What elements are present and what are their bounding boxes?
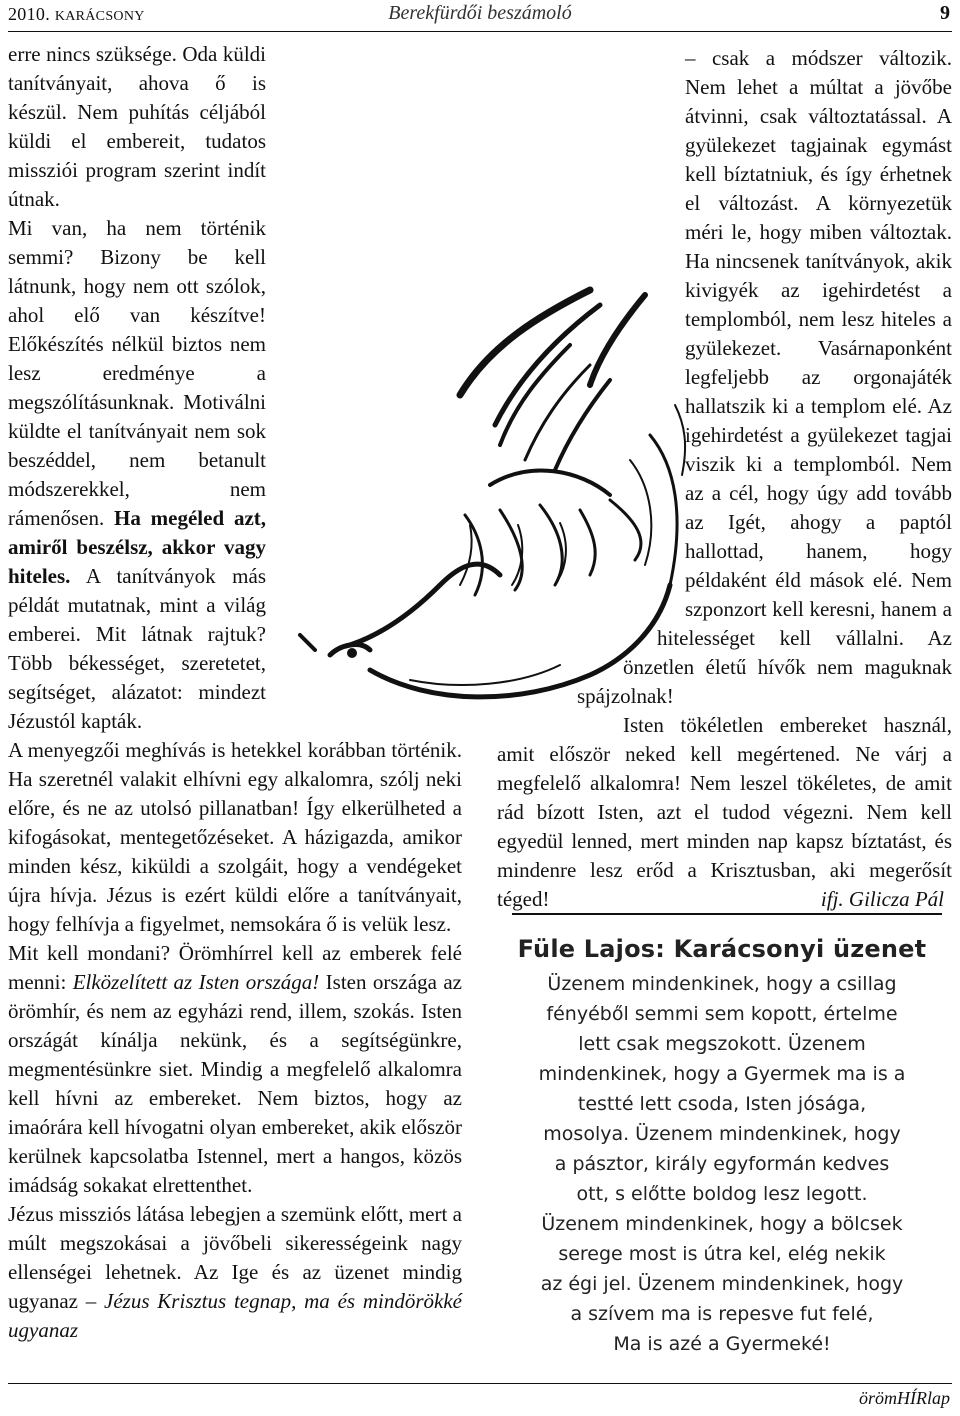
right-column [497, 44, 952, 914]
left-paragraph-5-start: Jézus missziós látása lebegjen a szemünk előtt, mert a múlt megszokásai a jövőbeli sikerességeink nagy ellenségei lehetnek. Az Ige és az üzenet mindig ugyanaz – [8, 1202, 462, 1313]
author-signature: ifj. Gilicza Pál [820, 887, 944, 911]
poem-line: lett csak megszokott. Üzenem [578, 1033, 866, 1055]
right-paragraph-2-text: Isten tökéletlen embereket használ, amit először neked kell megértened. Ne várj a megfelelő alkalomra! Nem leszel tökéletes, de amit rád bízott Isten, azt el tudod végezni. Nem kell egyedül lenned, mert minden nap kapsz bíztatást, és mindenre lesz erőd a Krisztusban, aki megerősít téged! [497, 713, 952, 911]
poem-line: Ma is azé a Gyermeké! [613, 1333, 831, 1355]
page-number: 9 [940, 2, 950, 24]
text-wrap-spacer [266, 270, 462, 690]
right-paragraph-2 [497, 711, 952, 914]
left-paragraph-4 [8, 939, 462, 1200]
poem-body [512, 969, 932, 1359]
poem-box [512, 935, 932, 1359]
poem-line: mosolya. Üzenem mindenkinek, hogy [543, 1123, 901, 1145]
poem-line: testté lett csoda, Isten jósága, [577, 1093, 867, 1115]
left-paragraph-4-italic: Elközelített az Isten országa! [72, 970, 320, 994]
poem-line: a pásztor, király egyformán kedves [554, 1153, 890, 1175]
section-separator [512, 913, 942, 915]
text-wrap-spacer-right-4 [497, 672, 577, 701]
left-paragraph-3: A menyegzői meghívás is hetekkel korábban történik. Ha szeretnél valakit elhívni egy alkalomra, szólj neki előre, és ne az utolsó pillanatban! Így elkerülheted a kifogásokat, mentegetőzéseket. A házigazda, amikor minden kész, kiküldi a szolgáit, hogy a vendégeket újra hívja. Jézus is ezért küldi előre a tanítványait, hogy felhívja a figyelmet, nemsokára ő is velük lesz. [8, 738, 462, 936]
left-paragraph-2-text: Mi van, ha nem történik semmi? Bizony be kell látnunk, hogy nem ott szólok, ahol elő van készítve! Előkészítés nélkül biztos nem lesz eredménye a megszólításunknak. Motiválni küldte el tanítványait nem sok beszéddel, nem betanult módszerekkel, nem rámenősen. [8, 216, 266, 530]
text-wrap-spacer-right [497, 274, 685, 614]
header-rule [8, 31, 952, 32]
poem-line: fényéből semmi sem kopott, értelme [546, 1003, 898, 1025]
section-title: Berekfürdői beszámoló [388, 2, 572, 24]
issue-season: KARÁCSONY [54, 9, 145, 24]
left-column [8, 40, 462, 1345]
poem-line: Üzenem mindenkinek, hogy a csillag [547, 973, 897, 995]
right-paragraph-1: – csak a módszer változik. Nem lehet a múltat a jövőbe átvinni, csak változtatással. A gyülekezet tagjainak egymást kell bíztatniuk, és így érhetnek el változást. A környezetük méri le, hogy miben változtak. Ha nincsenek tanítványok, akik kivigyék az igehirdetést a templomból, nem lesz hiteles a gyülekezet. Vasárnaponként legfeljebb az orgonajáték hallatszik ki a templom elé. Az igehirdetést a gyülekezet tagjai viszik ki a templomból. Nem az a cél, hogy úgy add tovább az Igét, ahogy a paptól hallottad, hanem, hogy példaként éld mások elé. Nem szponzort kell keresni, hanem a hitelességet kell vállalni. Az önzetlen életű hívők nem maguknak spájzolnak! [577, 46, 952, 708]
left-paragraph-5 [8, 1200, 462, 1345]
poem-line: serege most is útra kel, elég nekik [558, 1243, 886, 1265]
left-paragraph-2-bold: Ha megéled azt, amiről beszélsz, akkor vagy hiteles. [8, 506, 267, 588]
poem-line: Üzenem mindenkinek, hogy a bölcsek [541, 1213, 903, 1235]
text-wrap-spacer-right-2 [497, 614, 657, 643]
poem-line: ott, s előtte boldog lesz legott. [576, 1183, 868, 1205]
left-paragraph-2-rest: A tanítványok más példát mutatnak, mint a világ emberei. Mit látnak rajtuk? Több békességet, szeretetet, segítséget, alázatot: mindezt Jézustól kapták. [8, 564, 267, 733]
poem-line: mindenkinek, hogy a Gyermek ma is a [538, 1063, 906, 1085]
poem-line: a szívem ma is repesve fut felé, [570, 1303, 874, 1325]
poem-title: Füle Lajos: Karácsonyi üzenet [517, 935, 927, 963]
left-paragraph-1: erre nincs szüksége. Oda küldi tanítványait, ahova ő is készül. Nem puhítás céljából küldi el embereit, tudatos missziói program szerint indít útnak. [8, 42, 266, 211]
publication-name: örömHÍRlap [859, 1388, 950, 1408]
text-wrap-spacer-right-3 [497, 643, 623, 672]
issue-year: 2010. [8, 4, 50, 24]
left-paragraph-4-rest: Isten országa az örömhír, és nem az egyházi rend, illem, szokás. Isten országát kínálja nekünk, és a segítségünkre, megmentésünkre siet. Mindig a megfelelő alkalomra kell hívni az embereket. Nem biztos, hogy az imaórára kell hívogatni olyan embereket, akik először kerülnek kapcsolatba Istennel, mert a hangos, közös imádság sokakat elrettenthet. [8, 970, 462, 1197]
footer-rule [8, 1383, 952, 1384]
left-paragraph-5-italic: Jézus Krisztus tegnap, ma és mindörökké ugyanaz [8, 1289, 462, 1342]
left-paragraph-4-start: Mit kell mondani? Örömhírrel kell az emberek felé menni: [8, 941, 462, 994]
page-header [0, 0, 960, 36]
poem-line: az égi jel. Üzenem mindenkinek, hogy [540, 1273, 904, 1295]
